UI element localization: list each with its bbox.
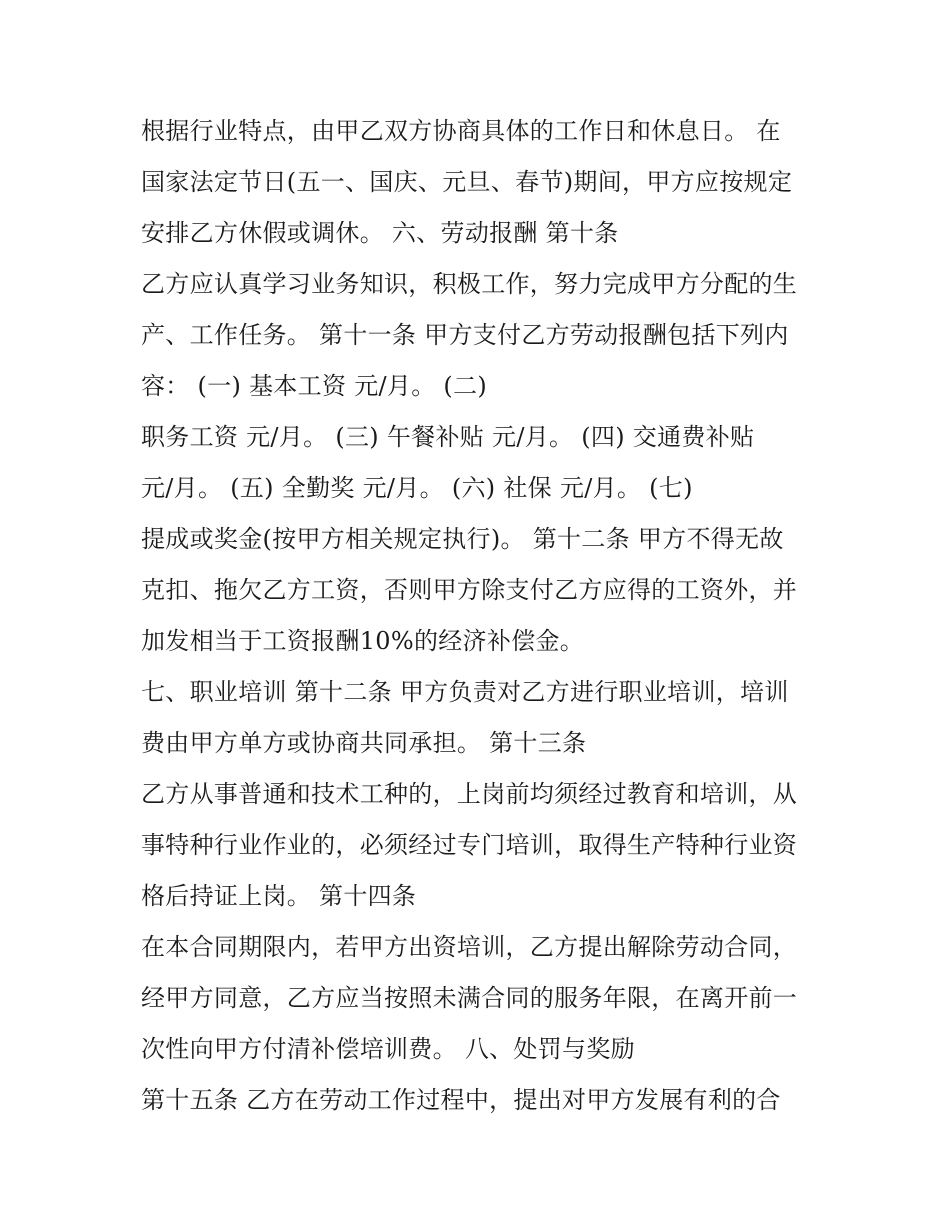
text-line: 产、工作任务。 第十一条 甲方支付乙方劳动报酬包括下列内 — [141, 321, 789, 349]
document-body — [141, 106, 841, 1126]
text-line: 在本合同期限内，若甲方出资培训，乙方提出解除劳动合同， — [141, 933, 798, 961]
text-line: 费由甲方单方或协商共同承担。 第十三条 — [141, 729, 587, 757]
text-line: 格后持证上岗。 第十四条 — [141, 882, 417, 910]
text-line: 根据行业特点，由甲乙双方协商具体的工作日和休息日。 在 — [141, 117, 781, 145]
text-line: 次性向甲方付清补偿培训费。 八、处罚与奖励 — [141, 1035, 635, 1063]
text-line: 克扣、拖欠乙方工资，否则甲方除支付乙方应得的工资外，并 — [141, 576, 798, 604]
text-line: 乙方应认真学习业务知识，积极工作，努力完成甲方分配的生 — [141, 270, 798, 298]
text-line: 第十五条 乙方在劳动工作过程中，提出对甲方发展有利的合 — [141, 1086, 781, 1114]
text-line: 国家法定节日(五一、国庆、元旦、春节)期间，甲方应按规定 — [141, 168, 793, 196]
text-line: 职务工资 元/月。 (三) 午餐补贴 元/月。 (四) 交通费补贴 — [141, 423, 755, 451]
text-line: 提成或奖金(按甲方相关规定执行)。 第十二条 甲方不得无故 — [141, 525, 784, 553]
text-line: 元/月。 (五) 全勤奖 元/月。 (六) 社保 元/月。 (七) — [141, 474, 693, 502]
text-line: 乙方从事普通和技术工种的，上岗前均须经过教育和培训，从 — [141, 780, 798, 808]
text-line: 安排乙方休假或调休。 六、劳动报酬 第十条 — [141, 219, 619, 247]
text-line: 经甲方同意，乙方应当按照未满合同的服务年限，在离开前一 — [141, 984, 798, 1012]
text-line: 事特种行业作业的，必须经过专门培训，取得生产特种行业资 — [141, 831, 798, 859]
text-line: 七、职业培训 第十二条 甲方负责对乙方进行职业培训，培训 — [141, 678, 789, 706]
text-line: 加发相当于工资报酬10%的经济补偿金。 — [141, 627, 585, 655]
text-line: 容： (一) 基本工资 元/月。 (二) — [141, 372, 488, 400]
